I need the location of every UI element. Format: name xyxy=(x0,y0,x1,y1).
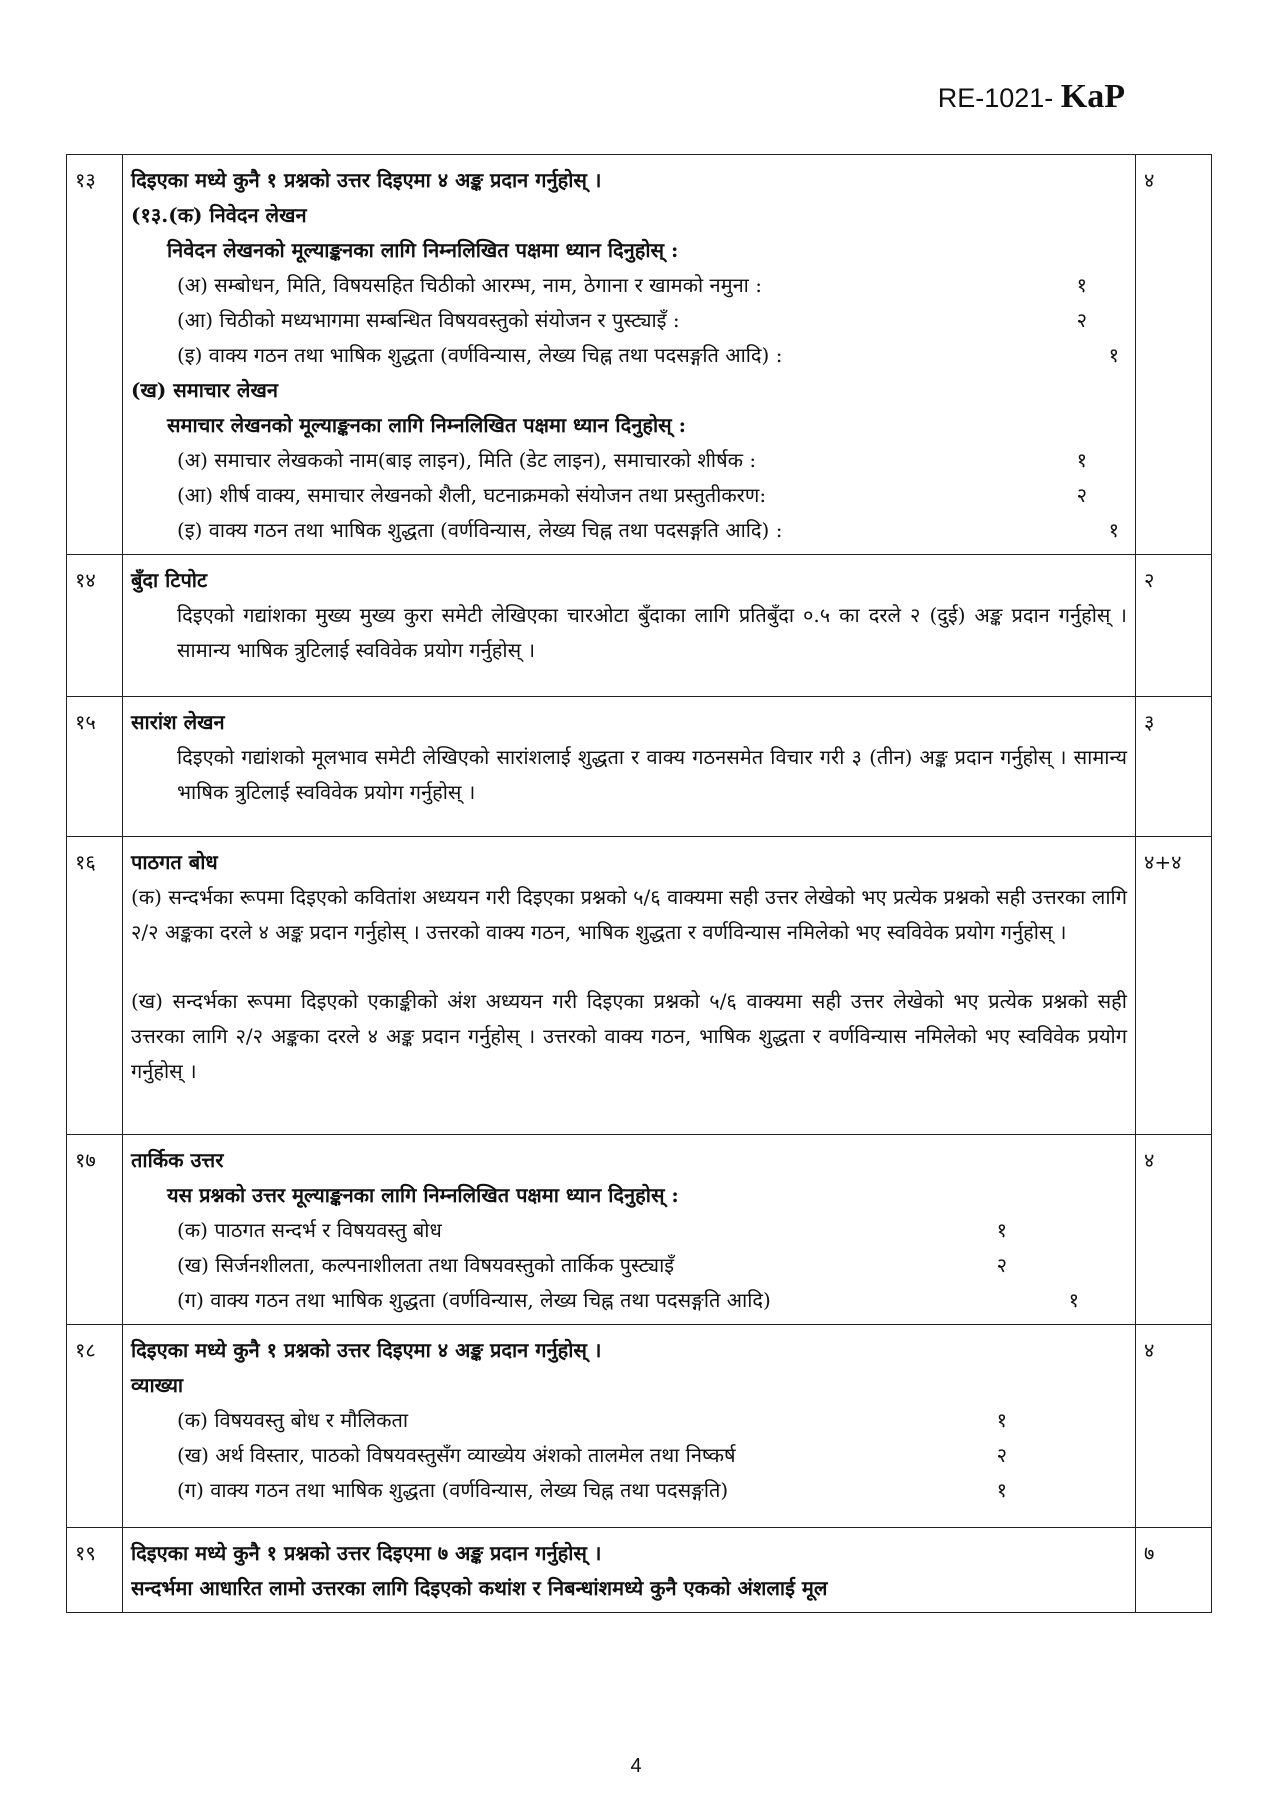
document-code-prefix: RE-1021- xyxy=(937,83,1054,113)
criterion-item: (ख) सिर्जनशीलता, कल्पनाशीलता तथा विषयवस्तुको तार्किक पुस्ट्याइँ २ xyxy=(177,1253,1007,1277)
question-instruction-b: (ख) सन्दर्भका रूपमा दिइएको एकाङ्कीको अंश अध्ययन गरी दिइएका प्रश्नको ५/६ वाक्यमा सही उत्तर लेखेको भए प्रत्येक प्रश्नको सही उत्तरका लागि २/२ अङ्कका दरले ४ अङ्क प्रदान गर्नुहोस् । उत्तरको वाक्य गठन, भाषिक शुद्धता र वर्णविन्यास नमिलेको भए स्वविवेक प्रयोग गर्नुहोस् । xyxy=(131,989,1127,1083)
question-title: तार्किक उत्तर xyxy=(131,1148,224,1172)
criterion-item: (इ) वाक्य गठन तथा भाषिक शुद्धता (वर्णविन्यास, लेख्य चिह्न तथा पदसङ्गति आदि) : १ xyxy=(177,518,1119,542)
question-note: यस प्रश्नको उत्तर मूल्याङ्कनका लागि निम्नलिखित पक्षमा ध्यान दिनुहोस् : xyxy=(167,1183,679,1207)
question-content xyxy=(123,1528,1136,1613)
question-title: दिइएका मध्ये कुनै १ प्रश्नको उत्तर दिइएमा ४ अङ्क प्रदान गर्नुहोस् । xyxy=(131,1338,602,1362)
criterion-item: (आ) शीर्ष वाक्य, समाचार लेखनको शैली, घटनाक्रमको संयोजन तथा प्रस्तुतीकरण: २ xyxy=(177,483,1087,507)
question-number: १७ xyxy=(67,1135,123,1325)
question-number: १६ xyxy=(67,837,123,1135)
question-number: १४ xyxy=(67,555,123,697)
table-row xyxy=(67,837,1212,1135)
subsection-note: समाचार लेखनको मूल्याङ्कनका लागि निम्नलिखित पक्षमा ध्यान दिनुहोस् : xyxy=(167,413,686,437)
question-number: १९ xyxy=(67,1528,123,1613)
table-row xyxy=(67,155,1212,555)
criterion-item: (आ) चिठीको मध्यभागमा सम्बन्धित विषयवस्तुको संयोजन र पुस्ट्याइँ : २ xyxy=(177,308,1087,332)
question-marks: ७ xyxy=(1136,1528,1212,1613)
criterion-item: (क) विषयवस्तु बोध र मौलिकता १ xyxy=(177,1408,1007,1432)
question-marks: २ xyxy=(1136,555,1212,697)
table-row xyxy=(67,697,1212,837)
question-instruction-a: (क) सन्दर्भका रूपमा दिइएको कवितांश अध्ययन गरी दिइएका प्रश्नको ५/६ वाक्यमा सही उत्तर लेखेको भए प्रत्येक प्रश्नको सही उत्तरका लागि २/२ अङ्कका दरले ४ अङ्क प्रदान गर्नुहोस् । उत्तरको वाक्य गठन, भाषिक शुद्धता र वर्णविन्यास नमिलेको भए स्वविवेक प्रयोग गर्नुहोस् । xyxy=(131,885,1127,944)
question-content xyxy=(123,1135,1136,1325)
question-content xyxy=(123,555,1136,697)
page-number: 4 xyxy=(630,1755,642,1777)
question-title: बुँदा टिपोट xyxy=(131,568,208,592)
question-subtitle: व्याख्या xyxy=(131,1373,184,1397)
table-row xyxy=(67,555,1212,697)
question-content xyxy=(123,837,1136,1135)
question-title: दिइएका मध्ये कुनै १ प्रश्नको उत्तर दिइएमा ४ अङ्क प्रदान गर्नुहोस् । xyxy=(131,168,602,192)
question-marks: ४+४ xyxy=(1136,837,1212,1135)
subsection-heading: (ख) समाचार लेखन xyxy=(131,378,278,402)
question-marks: ३ xyxy=(1136,697,1212,837)
marking-scheme-table xyxy=(66,154,1212,1613)
criterion-item: (ख) अर्थ विस्तार, पाठको विषयवस्तुसँग व्याख्येय अंशको तालमेल तथा निष्कर्ष २ xyxy=(177,1443,1007,1467)
question-title: सारांश लेखन xyxy=(131,710,225,734)
question-instruction: सन्दर्भमा आधारित लामो उत्तरका लागि दिइएको कथांश र निबन्धांशमध्ये कुनै एकको अंशलाई मूल xyxy=(131,1576,828,1600)
question-instruction: दिइएको गद्यांशका मुख्य मुख्य कुरा समेटी लेखिएका चारओटा बुँदाका लागि प्रतिबुँदा ०.५ का दरले २ (दुई) अङ्क प्रदान गर्नुहोस् । सामान्य भाषिक त्रुटिलाई स्वविवेक प्रयोग गर्नुहोस् । xyxy=(177,603,1127,662)
question-instruction: दिइएको गद्यांशको मूलभाव समेटी लेखिएको सारांशलाई शुद्धता र वाक्य गठनसमेत विचार गरी ३ (तीन) अङ्क प्रदान गर्नुहोस् । सामान्य भाषिक त्रुटिलाई स्वविवेक प्रयोग गर्नुहोस् । xyxy=(177,745,1127,804)
question-title: दिइएका मध्ये कुनै १ प्रश्नको उत्तर दिइएमा ७ अङ्क प्रदान गर्नुहोस् । xyxy=(131,1541,602,1565)
subsection-heading: (१३.(क) निवेदन लेखन xyxy=(131,203,307,227)
criterion-item: (ग) वाक्य गठन तथा भाषिक शुद्धता (वर्णविन्यास, लेख्य चिह्न तथा पदसङ्गति) १ xyxy=(177,1478,1007,1502)
question-number: १३ xyxy=(67,155,123,555)
question-title: पाठगत बोध xyxy=(131,850,218,874)
document-code xyxy=(938,78,1125,116)
question-marks: ४ xyxy=(1136,1325,1212,1528)
question-content xyxy=(123,1325,1136,1528)
question-marks: ४ xyxy=(1136,155,1212,555)
table-row xyxy=(67,1528,1212,1613)
criterion-item: (अ) सम्बोधन, मिति, विषयसहित चिठीको आरम्भ, नाम, ठेगाना र खामको नमुना : १ xyxy=(177,273,1087,297)
question-content xyxy=(123,155,1136,555)
criterion-item: (इ) वाक्य गठन तथा भाषिक शुद्धता (वर्णविन्यास, लेख्य चिह्न तथा पदसङ्गति आदि) : १ xyxy=(177,343,1119,367)
subsection-note: निवेदन लेखनको मूल्याङ्कनका लागि निम्नलिखित पक्षमा ध्यान दिनुहोस् : xyxy=(167,238,679,262)
question-number: १५ xyxy=(67,697,123,837)
document-code-suffix: KaP xyxy=(1060,78,1125,115)
question-number: १८ xyxy=(67,1325,123,1528)
criterion-item: (ग) वाक्य गठन तथा भाषिक शुद्धता (वर्णविन्यास, लेख्य चिह्न तथा पदसङ्गति आदि) १ xyxy=(177,1288,1079,1312)
table-row xyxy=(67,1135,1212,1325)
criterion-item: (क) पाठगत सन्दर्भ र विषयवस्तु बोध १ xyxy=(177,1218,1007,1242)
question-marks: ४ xyxy=(1136,1135,1212,1325)
question-content xyxy=(123,697,1136,837)
table-row xyxy=(67,1325,1212,1528)
criterion-item: (अ) समाचार लेखकको नाम(बाइ लाइन), मिति (डेट लाइन), समाचारको शीर्षक : १ xyxy=(177,448,1087,472)
